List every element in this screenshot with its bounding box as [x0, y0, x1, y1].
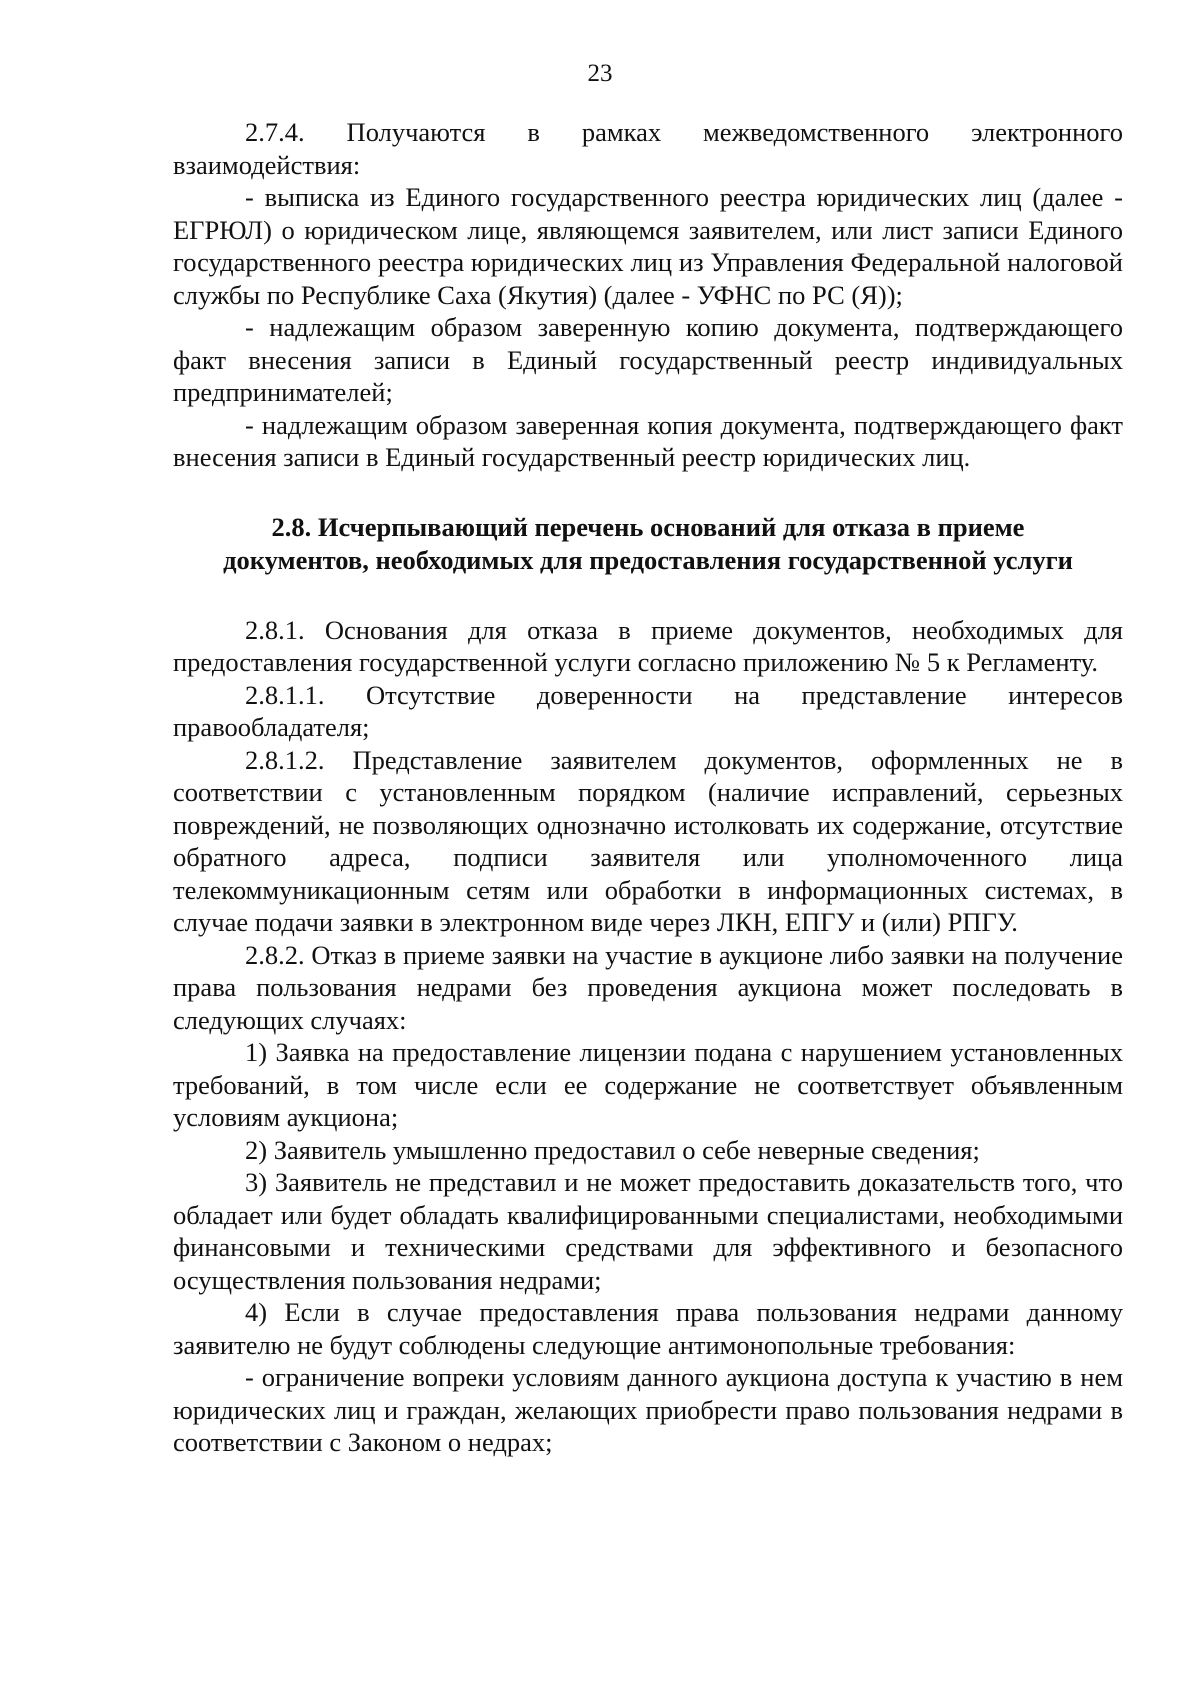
list-item-2: 2) Заявитель умышленно предоставил о себе неверные сведения;	[245, 1134, 980, 1165]
paragraph-2-7-4: 2.7.4. Получаются в рамках межведомственного электронного взаимодействия:	[173, 117, 1123, 180]
section-heading-line-2: документов, необходимых для предоставления государственной услуги	[223, 544, 1073, 575]
paragraph-egrip-copy: - надлежащим образом заверенную копию документа, подтверждающего факт внесения записи в Единый государственный реестр индивидуальных предпринимателей;	[173, 312, 1123, 407]
paragraph-egrul-extract: - выписка из Единого государственного реестра юридических лиц (далее - ЕГРЮЛ) о юридическом лице, являющемся заявителем, или лист записи Единого государственного реестра юридических лиц из Управления Федеральной налоговой службы по Республике Саха (Якутия) (далее - УФНС по РС (Я));	[173, 182, 1123, 310]
paragraph-2-8-1-1: 2.8.1.1. Отсутствие доверенности на представление интересов правообладателя;	[173, 679, 1123, 742]
list-item-3: 3) Заявитель не представил и не может предоставить доказательств того, что обладает или будет обладать квалифицированными специалистами, необходимыми финансовыми и техническими средствами для эффективного и безопасного осуществления пользования недрами;	[173, 1167, 1123, 1295]
paragraph-2-8-1: 2.8.1. Основания для отказа в приеме документов, необходимых для предоставления государственной услуги согласно приложению № 5 к Регламенту.	[173, 614, 1123, 677]
paragraph-egrul-copy: - надлежащим образом заверенная копия документа, подтверждающего факт внесения записи в Единый государственный реестр юридических лиц.	[173, 409, 1123, 472]
list-subitem-restriction: - ограничение вопреки условиям данного аукциона доступа к участию в нем юридических лиц и граждан, желающих приобрести право пользования недрами в соответствии с Законом о недрах;	[173, 1362, 1123, 1457]
list-item-1: 1) Заявка на предоставление лицензии подана с нарушением установленных требований, в том числе если ее содержание не соответствует объявленным условиям аукциона;	[173, 1037, 1123, 1132]
document-body	[173, 116, 1123, 1459]
section-heading-2-8	[173, 511, 1123, 577]
list-item-4: 4) Если в случае предоставления права пользования недрами данному заявителю не будут соблюдены следующие антимонопольные требования:	[173, 1297, 1123, 1360]
paragraph-2-8-2: 2.8.2. Отказ в приеме заявки на участие в аукционе либо заявки на получение права пользования недрами без проведения аукциона может последовать в следующих случаях:	[173, 939, 1123, 1035]
paragraph-2-8-1-2: 2.8.1.2. Представление заявителем документов, оформленных не в соответствии с установленным порядком (наличие исправлений, серьезных повреждений, не позволяющих однозначно истолковать их содержание, отсутствие обратного адреса, подписи заявителя или уполномоченного лица телекоммуникационным сетям или обработки в информационных системах, в случае подачи заявки в электронном виде через ЛКН, ЕПГУ и (или) РПГУ.	[173, 744, 1123, 937]
section-heading-line-1: 2.8. Исчерпывающий перечень оснований для отказа в приеме	[271, 511, 1025, 542]
page-number: 23	[587, 60, 613, 87]
